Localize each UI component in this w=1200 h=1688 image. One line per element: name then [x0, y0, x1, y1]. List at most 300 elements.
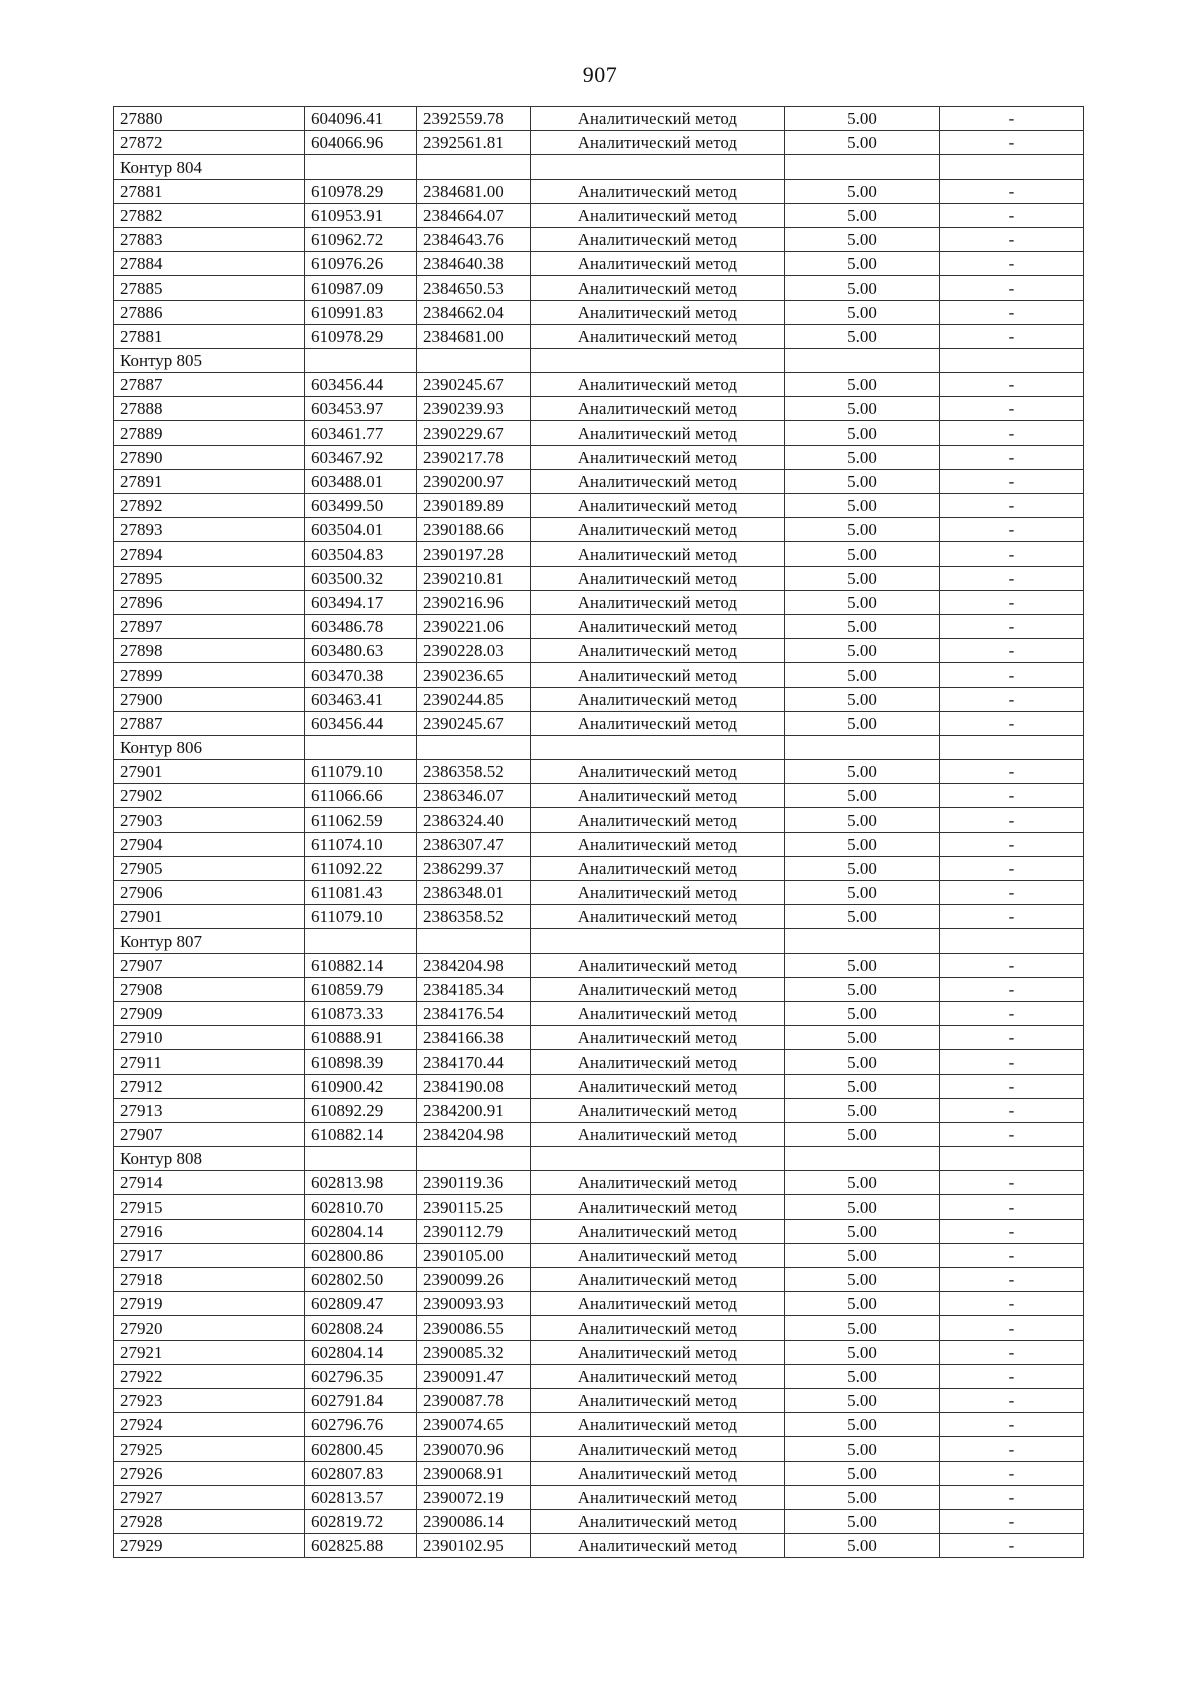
point-id: 27912: [114, 1074, 305, 1098]
point-row: [114, 1098, 1084, 1122]
page-number: 907: [582, 62, 618, 87]
point-id: 27909: [114, 1001, 305, 1025]
x-coordinate: 604096.41: [305, 107, 417, 131]
method-cell: Аналитический метод: [531, 1292, 785, 1316]
y-coordinate: 2384650.53: [417, 276, 531, 300]
point-row: [114, 1388, 1084, 1412]
error-cell: 5.00: [785, 1074, 940, 1098]
point-id: 27889: [114, 421, 305, 445]
x-coordinate: 602804.14: [305, 1219, 417, 1243]
empty-cell: [531, 155, 785, 179]
point-id: 27913: [114, 1098, 305, 1122]
x-coordinate: 603467.92: [305, 445, 417, 469]
note-cell: -: [940, 1171, 1084, 1195]
y-coordinate: 2390105.00: [417, 1243, 531, 1267]
y-coordinate: 2390244.85: [417, 687, 531, 711]
point-row: [114, 711, 1084, 735]
x-coordinate: 610900.42: [305, 1074, 417, 1098]
method-cell: Аналитический метод: [531, 1195, 785, 1219]
x-coordinate: 602808.24: [305, 1316, 417, 1340]
note-cell: -: [940, 1050, 1084, 1074]
method-cell: Аналитический метод: [531, 107, 785, 131]
note-cell: -: [940, 1413, 1084, 1437]
method-cell: Аналитический метод: [531, 590, 785, 614]
empty-cell: [785, 929, 940, 953]
method-cell: Аналитический метод: [531, 1485, 785, 1509]
error-cell: 5.00: [785, 1364, 940, 1388]
method-cell: Аналитический метод: [531, 1219, 785, 1243]
x-coordinate: 602819.72: [305, 1509, 417, 1533]
note-cell: -: [940, 711, 1084, 735]
x-coordinate: 602804.14: [305, 1340, 417, 1364]
note-cell: -: [940, 373, 1084, 397]
point-id: 27899: [114, 663, 305, 687]
point-id: 27897: [114, 614, 305, 638]
x-coordinate: 610873.33: [305, 1001, 417, 1025]
note-cell: -: [940, 131, 1084, 155]
method-cell: Аналитический метод: [531, 1268, 785, 1292]
note-cell: -: [940, 1026, 1084, 1050]
note-cell: -: [940, 1437, 1084, 1461]
contour-label: Контур 805: [114, 348, 305, 372]
error-cell: 5.00: [785, 1292, 940, 1316]
x-coordinate: 602791.84: [305, 1388, 417, 1412]
y-coordinate: 2390210.81: [417, 566, 531, 590]
method-cell: Аналитический метод: [531, 1171, 785, 1195]
error-cell: 5.00: [785, 711, 940, 735]
point-row: [114, 1074, 1084, 1098]
point-id: 27898: [114, 639, 305, 663]
coordinates-table: [113, 106, 1084, 1558]
note-cell: -: [940, 1364, 1084, 1388]
method-cell: Аналитический метод: [531, 856, 785, 880]
point-id: 27921: [114, 1340, 305, 1364]
point-row: [114, 663, 1084, 687]
x-coordinate: 602807.83: [305, 1461, 417, 1485]
y-coordinate: 2390086.14: [417, 1509, 531, 1533]
point-id: 27890: [114, 445, 305, 469]
note-cell: -: [940, 421, 1084, 445]
error-cell: 5.00: [785, 1219, 940, 1243]
error-cell: 5.00: [785, 1485, 940, 1509]
y-coordinate: 2392559.78: [417, 107, 531, 131]
x-coordinate: 610962.72: [305, 227, 417, 251]
error-cell: 5.00: [785, 542, 940, 566]
y-coordinate: 2390245.67: [417, 711, 531, 735]
y-coordinate: 2384204.98: [417, 953, 531, 977]
y-coordinate: 2390070.96: [417, 1437, 531, 1461]
point-id: 27924: [114, 1413, 305, 1437]
error-cell: 5.00: [785, 1437, 940, 1461]
point-row: [114, 1364, 1084, 1388]
point-row: [114, 1534, 1084, 1558]
note-cell: -: [940, 1098, 1084, 1122]
x-coordinate: 610976.26: [305, 252, 417, 276]
y-coordinate: 2386348.01: [417, 881, 531, 905]
method-cell: Аналитический метод: [531, 953, 785, 977]
method-cell: Аналитический метод: [531, 1001, 785, 1025]
error-cell: 5.00: [785, 1413, 940, 1437]
y-coordinate: 2384640.38: [417, 252, 531, 276]
method-cell: Аналитический метод: [531, 1340, 785, 1364]
empty-cell: [785, 348, 940, 372]
y-coordinate: 2390102.95: [417, 1534, 531, 1558]
point-row: [114, 760, 1084, 784]
error-cell: 5.00: [785, 518, 940, 542]
point-row: [114, 905, 1084, 929]
note-cell: -: [940, 1268, 1084, 1292]
y-coordinate: 2390216.96: [417, 590, 531, 614]
point-row: [114, 542, 1084, 566]
method-cell: Аналитический метод: [531, 1050, 785, 1074]
method-cell: Аналитический метод: [531, 639, 785, 663]
x-coordinate: 611066.66: [305, 784, 417, 808]
method-cell: Аналитический метод: [531, 614, 785, 638]
note-cell: -: [940, 227, 1084, 251]
y-coordinate: 2390086.55: [417, 1316, 531, 1340]
y-coordinate: 2384190.08: [417, 1074, 531, 1098]
error-cell: 5.00: [785, 227, 940, 251]
empty-cell: [417, 348, 531, 372]
error-cell: 5.00: [785, 614, 940, 638]
point-id: 27928: [114, 1509, 305, 1533]
note-cell: -: [940, 1001, 1084, 1025]
y-coordinate: 2386358.52: [417, 760, 531, 784]
point-row: [114, 784, 1084, 808]
point-row: [114, 179, 1084, 203]
point-row: [114, 324, 1084, 348]
y-coordinate: 2390228.03: [417, 639, 531, 663]
point-id: 27881: [114, 324, 305, 348]
method-cell: Аналитический метод: [531, 252, 785, 276]
note-cell: -: [940, 1340, 1084, 1364]
note-cell: -: [940, 542, 1084, 566]
note-cell: -: [940, 977, 1084, 1001]
note-cell: -: [940, 1461, 1084, 1485]
note-cell: -: [940, 1243, 1084, 1267]
point-id: 27884: [114, 252, 305, 276]
method-cell: Аналитический метод: [531, 832, 785, 856]
point-id: 27911: [114, 1050, 305, 1074]
point-row: [114, 300, 1084, 324]
note-cell: -: [940, 1195, 1084, 1219]
note-cell: -: [940, 1122, 1084, 1146]
y-coordinate: 2384200.91: [417, 1098, 531, 1122]
note-cell: -: [940, 1074, 1084, 1098]
point-id: 27895: [114, 566, 305, 590]
note-cell: -: [940, 203, 1084, 227]
empty-cell: [785, 155, 940, 179]
point-row: [114, 421, 1084, 445]
error-cell: 5.00: [785, 397, 940, 421]
y-coordinate: 2386299.37: [417, 856, 531, 880]
point-id: 27891: [114, 469, 305, 493]
y-coordinate: 2390093.93: [417, 1292, 531, 1316]
method-cell: Аналитический метод: [531, 542, 785, 566]
empty-cell: [940, 348, 1084, 372]
point-row: [114, 1001, 1084, 1025]
x-coordinate: 603461.77: [305, 421, 417, 445]
method-cell: Аналитический метод: [531, 977, 785, 1001]
x-coordinate: 603494.17: [305, 590, 417, 614]
method-cell: Аналитический метод: [531, 276, 785, 300]
y-coordinate: 2390074.65: [417, 1413, 531, 1437]
empty-cell: [305, 735, 417, 759]
error-cell: 5.00: [785, 469, 940, 493]
method-cell: Аналитический метод: [531, 1364, 785, 1388]
error-cell: 5.00: [785, 373, 940, 397]
method-cell: Аналитический метод: [531, 373, 785, 397]
x-coordinate: 603488.01: [305, 469, 417, 493]
point-id: 27929: [114, 1534, 305, 1558]
method-cell: Аналитический метод: [531, 905, 785, 929]
y-coordinate: 2390229.67: [417, 421, 531, 445]
note-cell: -: [940, 832, 1084, 856]
error-cell: 5.00: [785, 856, 940, 880]
coordinates-table-body: [114, 107, 1084, 1558]
y-coordinate: 2392561.81: [417, 131, 531, 155]
x-coordinate: 603470.38: [305, 663, 417, 687]
method-cell: Аналитический метод: [531, 1243, 785, 1267]
empty-cell: [531, 929, 785, 953]
note-cell: -: [940, 518, 1084, 542]
x-coordinate: 603456.44: [305, 711, 417, 735]
x-coordinate: 610991.83: [305, 300, 417, 324]
y-coordinate: 2390197.28: [417, 542, 531, 566]
method-cell: Аналитический метод: [531, 711, 785, 735]
error-cell: 5.00: [785, 566, 940, 590]
point-row: [114, 1195, 1084, 1219]
point-id: 27887: [114, 711, 305, 735]
error-cell: 5.00: [785, 1340, 940, 1364]
contour-label: Контур 806: [114, 735, 305, 759]
empty-cell: [417, 735, 531, 759]
error-cell: 5.00: [785, 494, 940, 518]
y-coordinate: 2386324.40: [417, 808, 531, 832]
x-coordinate: 610987.09: [305, 276, 417, 300]
note-cell: -: [940, 566, 1084, 590]
x-coordinate: 611062.59: [305, 808, 417, 832]
error-cell: 5.00: [785, 252, 940, 276]
error-cell: 5.00: [785, 881, 940, 905]
point-row: [114, 276, 1084, 300]
point-row: [114, 1292, 1084, 1316]
error-cell: 5.00: [785, 977, 940, 1001]
empty-cell: [305, 155, 417, 179]
point-row: [114, 131, 1084, 155]
point-id: 27925: [114, 1437, 305, 1461]
point-id: 27927: [114, 1485, 305, 1509]
y-coordinate: 2384643.76: [417, 227, 531, 251]
method-cell: Аналитический метод: [531, 1098, 785, 1122]
empty-cell: [417, 155, 531, 179]
error-cell: 5.00: [785, 784, 940, 808]
x-coordinate: 602800.45: [305, 1437, 417, 1461]
contour-header-row: [114, 155, 1084, 179]
note-cell: -: [940, 445, 1084, 469]
error-cell: 5.00: [785, 203, 940, 227]
x-coordinate: 610892.29: [305, 1098, 417, 1122]
empty-cell: [785, 1147, 940, 1171]
error-cell: 5.00: [785, 179, 940, 203]
method-cell: Аналитический метод: [531, 1509, 785, 1533]
point-id: 27904: [114, 832, 305, 856]
y-coordinate: 2390085.32: [417, 1340, 531, 1364]
error-cell: 5.00: [785, 953, 940, 977]
error-cell: 5.00: [785, 663, 940, 687]
point-row: [114, 639, 1084, 663]
contour-label: Контур 808: [114, 1147, 305, 1171]
point-id: 27881: [114, 179, 305, 203]
note-cell: -: [940, 1219, 1084, 1243]
error-cell: 5.00: [785, 276, 940, 300]
y-coordinate: 2386307.47: [417, 832, 531, 856]
point-id: 27923: [114, 1388, 305, 1412]
point-row: [114, 1243, 1084, 1267]
point-id: 27926: [114, 1461, 305, 1485]
y-coordinate: 2390112.79: [417, 1219, 531, 1243]
method-cell: Аналитический метод: [531, 808, 785, 832]
note-cell: -: [940, 687, 1084, 711]
point-row: [114, 469, 1084, 493]
empty-cell: [417, 1147, 531, 1171]
y-coordinate: 2386358.52: [417, 905, 531, 929]
contour-header-row: [114, 929, 1084, 953]
point-row: [114, 1219, 1084, 1243]
method-cell: Аналитический метод: [531, 1388, 785, 1412]
error-cell: 5.00: [785, 1509, 940, 1533]
y-coordinate: 2390217.78: [417, 445, 531, 469]
point-id: 27915: [114, 1195, 305, 1219]
x-coordinate: 603486.78: [305, 614, 417, 638]
empty-cell: [305, 929, 417, 953]
contour-header-row: [114, 1147, 1084, 1171]
x-coordinate: 610859.79: [305, 977, 417, 1001]
error-cell: 5.00: [785, 808, 940, 832]
method-cell: Аналитический метод: [531, 397, 785, 421]
point-id: 27914: [114, 1171, 305, 1195]
method-cell: Аналитический метод: [531, 518, 785, 542]
point-id: 27916: [114, 1219, 305, 1243]
error-cell: 5.00: [785, 324, 940, 348]
point-row: [114, 977, 1084, 1001]
method-cell: Аналитический метод: [531, 566, 785, 590]
note-cell: -: [940, 1534, 1084, 1558]
point-id: 27896: [114, 590, 305, 614]
point-row: [114, 445, 1084, 469]
point-row: [114, 1509, 1084, 1533]
note-cell: -: [940, 905, 1084, 929]
y-coordinate: 2386346.07: [417, 784, 531, 808]
method-cell: Аналитический метод: [531, 760, 785, 784]
point-id: 27885: [114, 276, 305, 300]
point-row: [114, 881, 1084, 905]
method-cell: Аналитический метод: [531, 324, 785, 348]
point-row: [114, 518, 1084, 542]
point-row: [114, 1026, 1084, 1050]
note-cell: -: [940, 639, 1084, 663]
x-coordinate: 610978.29: [305, 179, 417, 203]
y-coordinate: 2384681.00: [417, 179, 531, 203]
point-row: [114, 1122, 1084, 1146]
note-cell: -: [940, 784, 1084, 808]
method-cell: Аналитический метод: [531, 1437, 785, 1461]
method-cell: Аналитический метод: [531, 663, 785, 687]
error-cell: 5.00: [785, 107, 940, 131]
x-coordinate: 603463.41: [305, 687, 417, 711]
empty-cell: [417, 929, 531, 953]
point-row: [114, 953, 1084, 977]
y-coordinate: 2390200.97: [417, 469, 531, 493]
point-id: 27922: [114, 1364, 305, 1388]
empty-cell: [940, 735, 1084, 759]
point-id: 27919: [114, 1292, 305, 1316]
method-cell: Аналитический метод: [531, 494, 785, 518]
point-id: 27906: [114, 881, 305, 905]
error-cell: 5.00: [785, 1195, 940, 1219]
point-id: 27894: [114, 542, 305, 566]
point-id: 27882: [114, 203, 305, 227]
method-cell: Аналитический метод: [531, 445, 785, 469]
point-id: 27886: [114, 300, 305, 324]
method-cell: Аналитический метод: [531, 421, 785, 445]
empty-cell: [531, 735, 785, 759]
contour-header-row: [114, 348, 1084, 372]
note-cell: -: [940, 1316, 1084, 1340]
note-cell: -: [940, 808, 1084, 832]
note-cell: -: [940, 252, 1084, 276]
error-cell: 5.00: [785, 1026, 940, 1050]
x-coordinate: 610898.39: [305, 1050, 417, 1074]
point-id: 27903: [114, 808, 305, 832]
error-cell: 5.00: [785, 421, 940, 445]
point-id: 27918: [114, 1268, 305, 1292]
y-coordinate: 2384664.07: [417, 203, 531, 227]
point-row: [114, 687, 1084, 711]
note-cell: -: [940, 1509, 1084, 1533]
point-row: [114, 1340, 1084, 1364]
y-coordinate: 2390245.67: [417, 373, 531, 397]
method-cell: Аналитический метод: [531, 1122, 785, 1146]
point-id: 27883: [114, 227, 305, 251]
error-cell: 5.00: [785, 1534, 940, 1558]
point-id: 27901: [114, 760, 305, 784]
x-coordinate: 602802.50: [305, 1268, 417, 1292]
error-cell: 5.00: [785, 687, 940, 711]
point-row: [114, 203, 1084, 227]
point-row: [114, 107, 1084, 131]
method-cell: Аналитический метод: [531, 469, 785, 493]
x-coordinate: 610888.91: [305, 1026, 417, 1050]
empty-cell: [940, 929, 1084, 953]
method-cell: Аналитический метод: [531, 300, 785, 324]
error-cell: 5.00: [785, 445, 940, 469]
y-coordinate: 2384681.00: [417, 324, 531, 348]
method-cell: Аналитический метод: [531, 687, 785, 711]
error-cell: 5.00: [785, 639, 940, 663]
point-row: [114, 832, 1084, 856]
method-cell: Аналитический метод: [531, 1026, 785, 1050]
point-id: 27902: [114, 784, 305, 808]
point-id: 27892: [114, 494, 305, 518]
note-cell: -: [940, 1388, 1084, 1412]
empty-cell: [305, 1147, 417, 1171]
error-cell: 5.00: [785, 760, 940, 784]
note-cell: -: [940, 300, 1084, 324]
y-coordinate: 2390188.66: [417, 518, 531, 542]
empty-cell: [531, 1147, 785, 1171]
point-id: 27887: [114, 373, 305, 397]
